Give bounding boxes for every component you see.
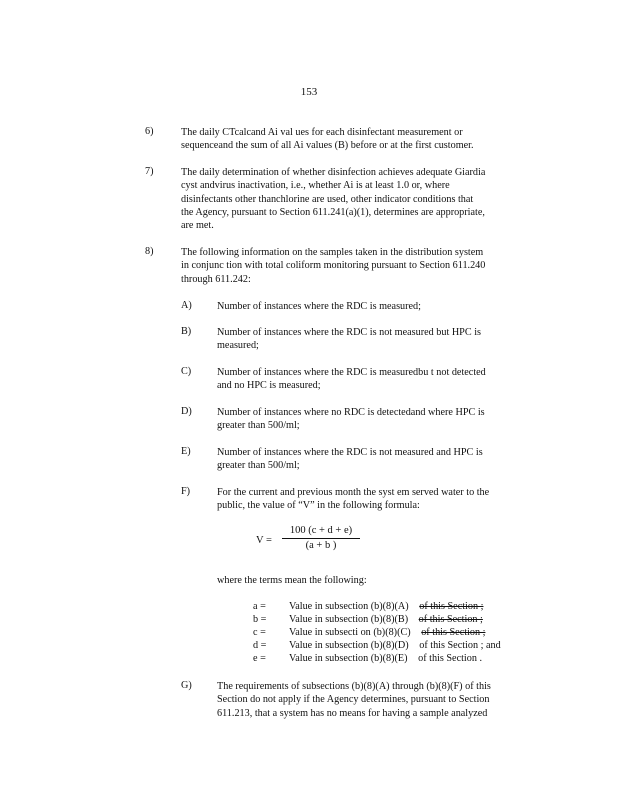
text-line: the Agency, pursuant to Section 611.241(a)(1), determines are appropriate, (181, 206, 485, 218)
item-number: 6) (145, 126, 154, 137)
definition-row (253, 626, 485, 639)
page-number: 153 (300, 86, 318, 98)
definition-var: b = (253, 614, 267, 625)
subitem-text (217, 366, 535, 393)
subitem-number: D) (181, 406, 192, 417)
subitem-number: F) (181, 486, 191, 497)
text-line: For the current and previous month the syst em served water to the (217, 487, 490, 498)
text-line: Number of instances where the RDC is measured; (217, 301, 421, 312)
definition-tail: of this Section ; (419, 601, 484, 612)
subitem-number: E) (181, 446, 191, 457)
text-line: greater than 500/ml; (217, 420, 300, 432)
definition-var: d = (253, 640, 267, 651)
formula-lhs: V = (256, 535, 272, 546)
definition-var: e = (253, 653, 266, 664)
text-line: greater than 500/ml; (217, 460, 300, 472)
definition-row (253, 652, 482, 665)
subitem-number: A) (181, 300, 192, 311)
definition-row (253, 613, 483, 626)
text-line: Number of instances where the RDC is measuredbu t not detected (217, 367, 486, 378)
text-line: The daily determination of whether disinfection achieves adequate Giardia (181, 167, 486, 178)
subitem-number: G) (181, 680, 192, 691)
definition-var: c = (253, 627, 266, 638)
text-line: disinfectants other thanchlorine are used, other indicator conditions that (181, 193, 474, 205)
subitem-number: B) (181, 326, 192, 337)
definition-var: a = (253, 601, 266, 612)
item-number: 7) (145, 166, 154, 177)
definition-text: Value in subsection (b)(8)(A) (289, 601, 409, 612)
definition-row (253, 639, 501, 652)
text-line: sequenceand the sum of all Ai values (B) before or at the first customer. (181, 140, 474, 152)
text-line: 611.213, that a system has no means for having a sample analyzed (217, 707, 488, 719)
text-line: Number of instances where no RDC is detectedand where HPC is (217, 407, 485, 418)
definition-text: Value in subsection (b)(8)(D) (289, 640, 409, 651)
formula-denominator: (a + b ) (282, 538, 360, 551)
definition-text: Value in subsection (b)(8)(E) (289, 653, 408, 664)
subitem-text (217, 326, 535, 353)
text-line: measured; (217, 340, 259, 352)
subitem-text (217, 486, 537, 513)
formula-numerator: 100 (c + d + e) (289, 525, 353, 536)
text-line: Section do not apply if the Agency determines, pursuant to Section (217, 694, 490, 706)
item-text (181, 126, 519, 153)
text-line: cyst andvirus inactivation, i.e., whether Ai is at least 1.0 or, where (181, 180, 450, 192)
subitem-text (217, 406, 535, 433)
text-line: are met. (181, 220, 214, 232)
subitem-text (217, 446, 535, 473)
subitem-text (217, 300, 535, 313)
definition-text: Value in subsection (b)(8)(B) (289, 614, 409, 625)
definition-tail: of this Section . (418, 653, 483, 664)
text-line: The daily CTcalcand Ai val ues for each disinfectant measurement or (181, 127, 463, 138)
formula-fraction (282, 525, 360, 551)
text-line: The requirements of subsections (b)(8)(A) through (b)(8)(F) of this (217, 681, 491, 692)
definition-row (253, 600, 483, 613)
text-line: and no HPC is measured; (217, 380, 321, 392)
text-line: in conjunc tion with total coliform monitoring pursuant to Section 611.240 (181, 260, 486, 272)
item-text (181, 166, 536, 232)
definition-tail: of this Section ; (421, 627, 486, 638)
definition-tail: of this Section ; and (419, 640, 501, 651)
subitem-number: C) (181, 366, 192, 377)
item-text (181, 246, 536, 286)
where-text: where the terms mean the following: (217, 575, 367, 586)
definition-tail: of this Section ; (418, 614, 483, 625)
text-line: public, the value of “V” in the following formula: (217, 500, 420, 512)
text-line: Number of instances where the RDC is not measured but HPC is (217, 327, 481, 338)
text-line: The following information on the samples taken in the distribution system (181, 247, 484, 258)
definition-text: Value in subsecti on (b)(8)(C) (289, 627, 411, 638)
item-number: 8) (145, 246, 154, 257)
text-line: through 611.242: (181, 273, 251, 285)
subitem-text (217, 680, 537, 720)
text-line: Number of instances where the RDC is not measured and HPC is (217, 447, 483, 458)
